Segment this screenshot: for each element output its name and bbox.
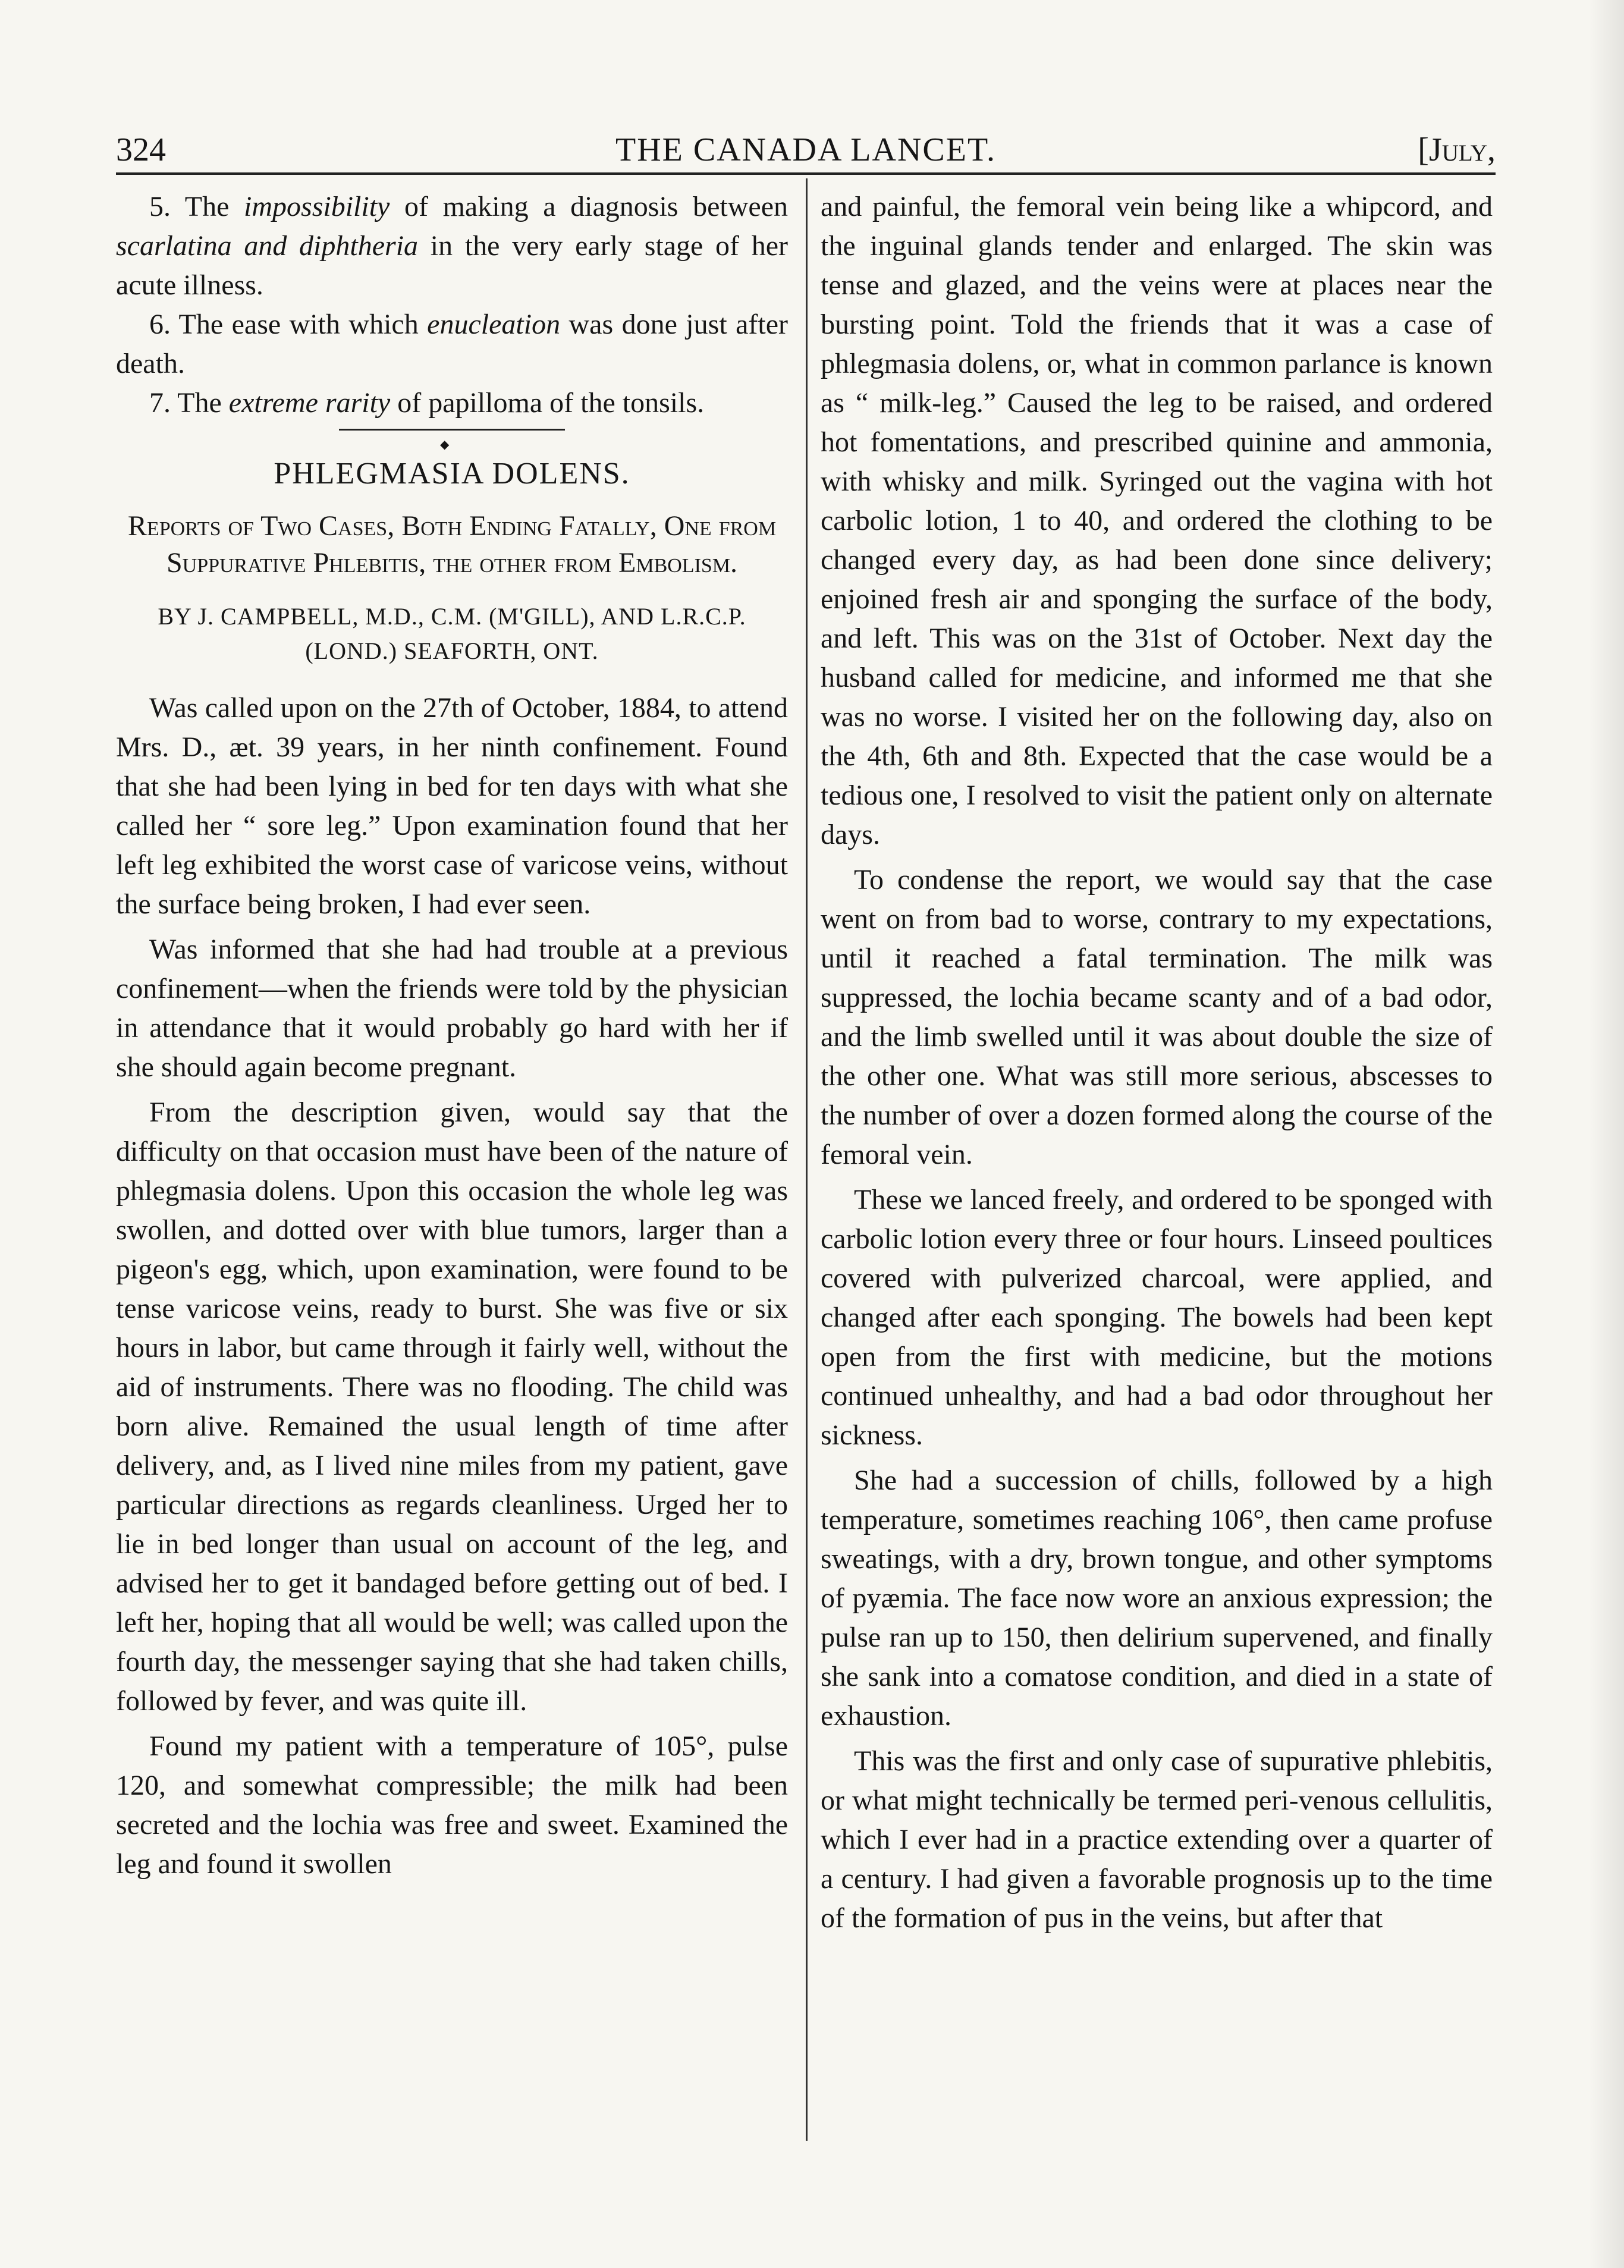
divider-ornament-icon: ◆: [440, 438, 450, 451]
body-paragraph: Found my patient with a temperature of 105°, pulse 120, and somewhat compressible; the milk had been secreted and the lochia was free and sweet. Examined the leg and found it swollen: [116, 1730, 788, 1880]
conclusion-list: [116, 187, 788, 423]
journal-title: THE CANADA LANCET.: [615, 131, 997, 168]
article-subtitle: Reports of Two Cases, Both Ending Fatally, One from Suppurative Phlebitis, the other from Embolism.: [127, 510, 777, 579]
body-paragraph: Was called upon on the 27th of October, 1884, to attend Mrs. D., æt. 39 years, in her ninth confinement. Found that she had been lying in bed for ten days with what she called her “ sore leg.” Upon examination found that her left leg exhibited the worst case of varicose veins, without the surface being broken, I had ever seen.: [116, 692, 788, 920]
body-paragraph: These we lanced freely, and ordered to be sponged with carbolic lotion every three or four hours. Linseed poultices covered with pulverized charcoal, were applied, and changed after each sponging. The bowels had been kept open from the first with medicine, but the motions continued unhealthy, and had a bad odor throughout her sickness.: [821, 1184, 1493, 1451]
section-divider: [339, 429, 565, 451]
list-item: 5. The impossibility of making a diagnosis between scarlatina and diphtheria in the very early stage of her acute illness.: [116, 191, 789, 301]
body-paragraph: From the description given, would say that the difficulty on that occasion must have been of the nature of phlegmasia dolens. Upon this occasion the whole leg was swollen, and dotted over with blue tumors, larger than a pigeon's egg, which, upon examination, were found to be tense varicose veins, ready to burst. She was five or six hours in labor, but came through it fairly well, without the aid of instruments. There was no flooding. The child was born alive. Remained the usual length of time after delivery, and, as I lived nine miles from my patient, gave particular directions as regards cleanliness. Urged her to lie in bed longer than usual on account of the leg, and advised her to get it bandaged before getting out of bed. I left her, hoping that all would be well; was called upon the fourth day, the messenger saying that she had taken chills, followed by fever, and was quite ill.: [116, 1097, 788, 1717]
body-paragraph: Was informed that she had had trouble at a previous confinement—when the friends were told by the physician in attendance that it would probably go hard with her if she should again become pregnant.: [116, 934, 788, 1083]
running-header: [116, 119, 1496, 172]
right-column: [821, 187, 1493, 1944]
page-edge-shadow: [1588, 0, 1624, 2268]
list-item: 6. The ease with which enucleation was done just after death.: [116, 309, 788, 379]
issue-month: [July,: [1418, 131, 1496, 168]
header-rule: [116, 172, 1496, 175]
article-title: PHLEGMASIA DOLENS.: [274, 457, 630, 491]
column-divider: [806, 178, 808, 2141]
page-number: 324: [116, 131, 166, 168]
article-byline: BY J. CAMPBELL, M.D., C.M. (M'GILL), AND L.R.C.P. (LOND.) SEAFORTH, ONT.: [158, 603, 746, 664]
list-item: 7. The extreme rarity of papilloma of the tonsils.: [149, 387, 705, 419]
body-paragraph: and painful, the femoral vein being like a whipcord, and the inguinal glands tender and enlarged. The skin was tense and glazed, and the veins were at places near the bursting point. Told the friends that it was a case of phlegmasia dolens, or, what in common parlance is known as “ milk-leg.” Caused the leg to be raised, and ordered hot fomentations, and prescribed quinine and ammonia, with whisky and milk. Syringed out the vagina with hot carbolic lotion, 1 to 40, and ordered the clothing to be changed every day, as had been done since delivery; enjoined fresh air and sponging the surface of the body, and left. This was on the 31st of October. Next day the husband called for medicine, and informed me that she was no worse. I visited her on the following day, also on the 4th, 6th and 8th. Expected that the case would be a tedious one, I resolved to visit the patient only on alternate days.: [821, 191, 1493, 850]
left-column: [116, 187, 788, 1890]
body-paragraph: This was the first and only case of supurative phlebitis, or what might technically be termed peri-venous cellulitis, which I ever had in a practice extending over a quarter of a century. I had given a favorable prognosis up to the time of the formation of pus in the veins, but after that: [821, 1745, 1493, 1934]
body-paragraph: She had a succession of chills, followed by a high temperature, sometimes reaching 106°, then came profuse sweatings, with a dry, brown tongue, and other symptoms of pyæmia. The face now wore an anxious expression; the pulse ran up to 150, then delirium supervened, and finally she sank into a comatose condition, and died in a state of exhaustion.: [821, 1465, 1493, 1732]
body-paragraph: To condense the report, we would say that the case went on from bad to worse, contrary to my expectations, until it reached a fatal termination. The milk was suppressed, the lochia became scanty and of a bad odor, and the limb swelled until it was about double the size of the other one. What was still more serious, abscesses to the number of over a dozen formed along the course of the femoral vein.: [821, 864, 1493, 1170]
